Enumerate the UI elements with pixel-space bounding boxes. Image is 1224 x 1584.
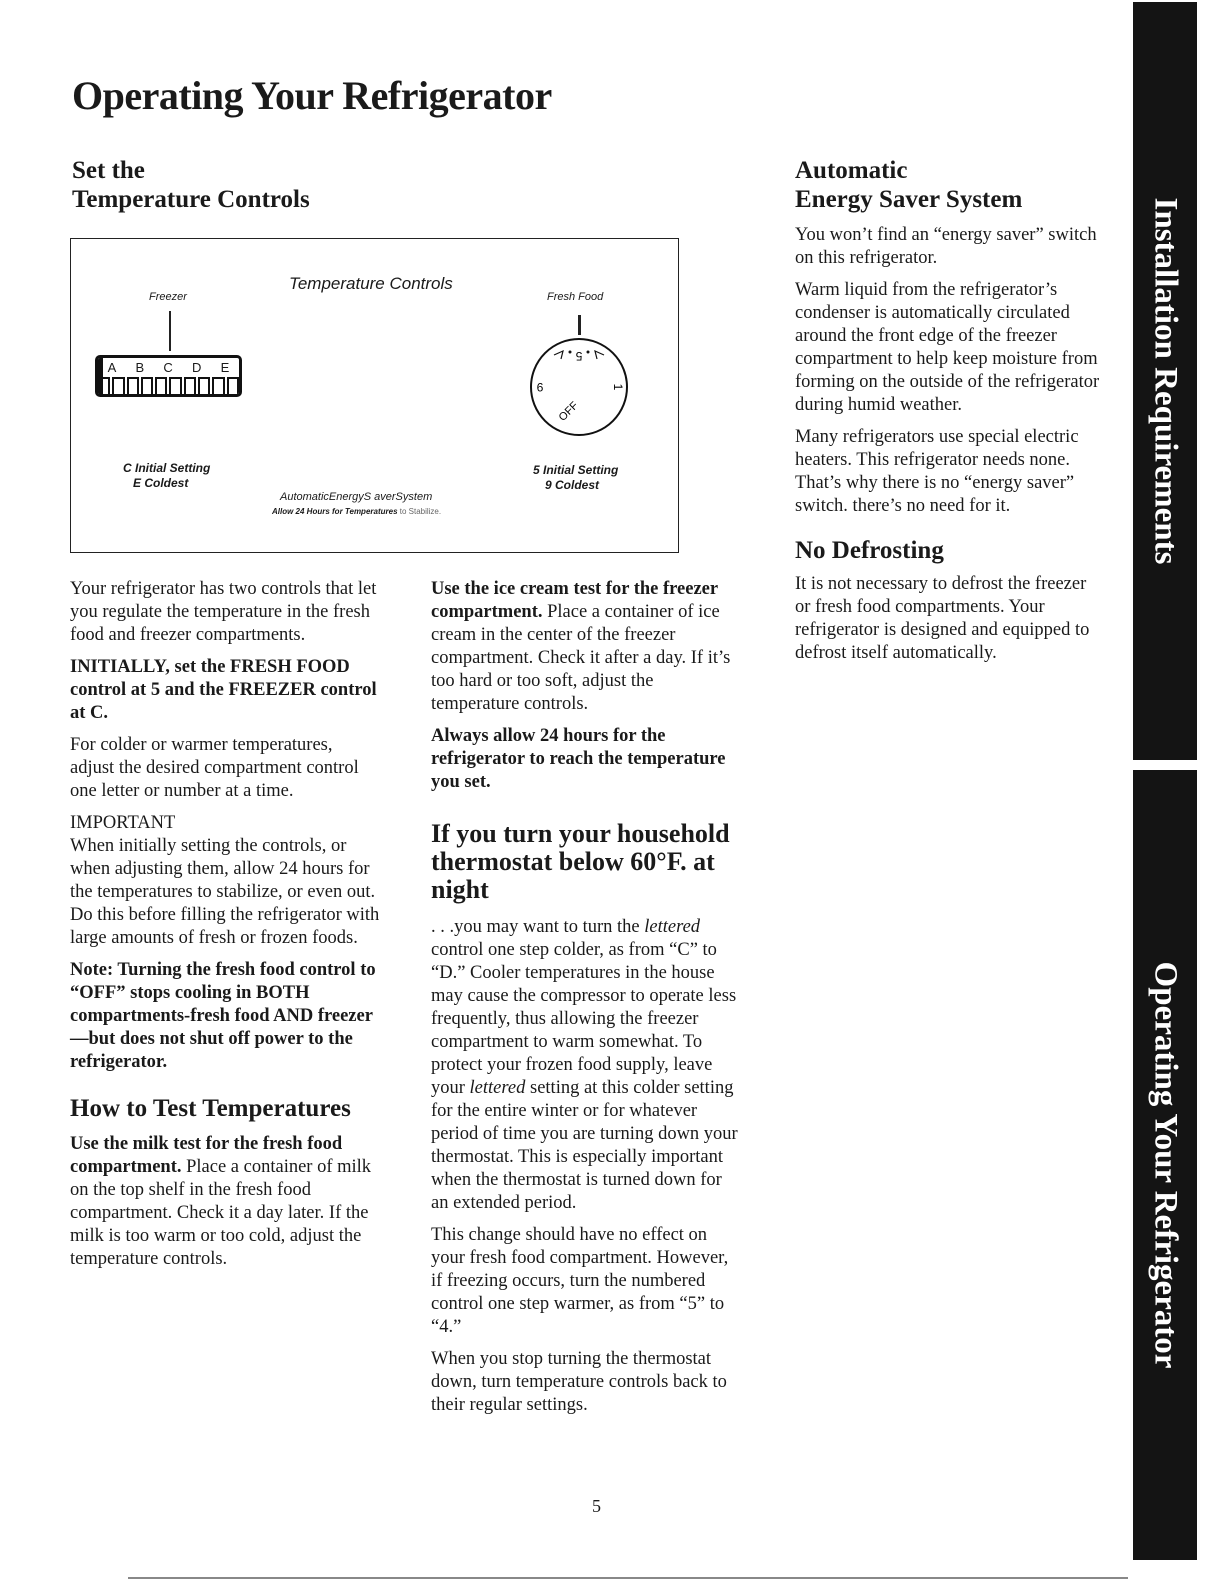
set-controls-heading-line1: Set the — [72, 157, 145, 184]
freezer-initial-setting: C Initial Setting — [123, 461, 211, 475]
test-temperatures-heading: How to Test Temperatures — [70, 1095, 351, 1122]
freezer-control-teeth — [98, 377, 239, 395]
thermostat-text-c: setting at this colder setting for the entire winter or for whatever period of time you are turning down your thermostat. This is especially important when the thermostat is turned down for an extended period. — [431, 1078, 738, 1213]
stabilize-caption — [272, 507, 441, 516]
freezer-label: Freezer — [149, 291, 187, 303]
thermostat-text-b: control one step colder, as from “C” to “D.” Cooler temperatures in the house may cause the compressor to operate less frequently, thus allowing the freezer compartment to warm somewhat. To protect your frozen food supply, leave your — [431, 940, 737, 1098]
thermostat-lettered-2: lettered — [469, 1078, 526, 1098]
no-defrosting-heading: No Defrosting — [795, 537, 944, 564]
milk-test-bold: Use the milk test for the fresh food compartment. — [70, 1134, 343, 1177]
energy-saver-p1: You won’t find an “energy saver” switch on this refrigerator. — [795, 225, 1097, 268]
page-number: 5 — [592, 1496, 601, 1516]
energy-saver-p2: Warm liquid from the refrigerator’s condenser is automatically circulated around the front edge of the freezer compartment to help keep moisture from forming on the outside of the refrigerator during humid weather. — [795, 280, 1100, 415]
freezer-control-slider — [95, 355, 242, 397]
important-body: When initially setting the controls, or when adjusting them, allow 24 hours for the temperatures to stabilize, or even out. Do this before filling the refrigerator with large amounts of fresh or frozen foods. — [70, 836, 380, 948]
freezer-letter-row — [98, 358, 239, 377]
fresh-coldest-setting: 9 Coldest — [545, 478, 600, 492]
fresh-food-label: Fresh Food — [547, 291, 604, 303]
column-3 — [795, 156, 1105, 674]
dial-number-1: 1 — [611, 383, 625, 391]
set-controls-heading-line2: Temperature Controls — [72, 186, 310, 213]
thermostat-heading: If you turn your household thermostat below 60°F. at night — [431, 819, 730, 904]
ice-cream-test-body: Place a container of ice cream in the center of the freezer compartment. Check it after a day. If it’s too hard or too soft, adjust the temperature controls. — [431, 602, 731, 714]
diagram-title: Temperature Controls — [289, 274, 453, 293]
ice-cream-test-bold: Use the ice cream test for the freezer compartment. — [431, 579, 718, 622]
milk-test-body: Place a container of milk on the top shelf in the fresh food compartment. Check it a day later. If the milk is too warm or too cold, adjust the temperature controls. — [70, 1157, 372, 1269]
important-heading: IMPORTANT — [70, 813, 176, 833]
fresh-food-setting-notes — [533, 463, 618, 493]
freezer-letter: D — [192, 360, 202, 375]
controls-intro: Your refrigerator has two controls that let you regulate the temperature in the fresh food and freezer compartments. — [70, 579, 377, 645]
stabilize-caption-rest: to Stabilize. — [399, 507, 442, 516]
freezer-letter: A — [107, 360, 117, 375]
fresh-food-dial — [524, 335, 634, 439]
page-title: Operating Your Refrigerator — [72, 73, 552, 118]
thermostat-text-a: . . .you may want to turn the — [431, 917, 640, 937]
dial-off-label: OFF — [556, 399, 581, 424]
energy-saver-p3: Many refrigerators use special electric heaters. This refrigerator needs none. That’s why there is no “energy saver” switch. there’s no need for it. — [795, 427, 1079, 516]
no-defrosting-body: It is not necessary to defrost the freezer or fresh food compartments. Your refrigerator is designed and equipped to defrost itself automatically. — [795, 574, 1090, 663]
thermostat-restore: When you stop turning the thermostat down, turn temperature controls back to their regular settings. — [431, 1349, 727, 1415]
tab-installation-requirements — [1133, 2, 1197, 760]
thermostat-fresh-food-effect: This change should have no effect on your fresh food compartment. However, if freezing occurs, turn the numbered control one step warmer, as from “5” to “4.” — [431, 1225, 729, 1337]
energy-saver-heading-line1: Automatic — [795, 157, 908, 184]
fresh-food-pointer-line — [578, 315, 581, 335]
tab-installation-requirements-label: Installation Requirements — [1147, 197, 1184, 565]
fresh-initial-setting: 5 Initial Setting — [533, 463, 619, 477]
freezer-letter: E — [220, 360, 230, 375]
tab-operating-your-refrigerator-label: Operating Your Refrigerator — [1147, 961, 1184, 1369]
freezer-pointer-line — [169, 311, 171, 351]
set-controls-heading — [72, 156, 310, 214]
freezer-letter: B — [135, 360, 145, 375]
freezer-setting-notes — [123, 461, 210, 491]
allow-24-hours-note: Always allow 24 hours for the refrigerator to reach the temperature you set. — [431, 726, 726, 792]
bottom-rule — [128, 1577, 1128, 1579]
thermostat-lettered-1: lettered — [644, 917, 701, 937]
freezer-letter: C — [163, 360, 173, 375]
energy-saver-heading-line2: Energy Saver System — [795, 186, 1023, 213]
off-note: Note: Turning the fresh food control to “OFF” stops cooling in BOTH compartments-fresh food AND freezer—but does not shut off power to the refrigerator. — [70, 960, 376, 1072]
dial-number-9: 9 — [536, 380, 544, 394]
tab-operating-your-refrigerator — [1133, 770, 1197, 1560]
temperature-controls-diagram — [70, 238, 679, 553]
stabilize-caption-bold: Allow 24 Hours for Temperatures — [272, 507, 398, 516]
column-2 — [431, 578, 741, 1426]
column-1 — [70, 578, 380, 1280]
colder-warmer-instruction: For colder or warmer temperatures, adjust the desired compartment control one letter or number at a time. — [70, 735, 359, 801]
dial-number-5: 5 — [575, 349, 583, 363]
energy-saver-caption: AutomaticEnergyS averSystem — [280, 491, 433, 503]
freezer-coldest-setting: E Coldest — [133, 476, 189, 490]
initial-setting-instruction: INITIALLY, set the FRESH FOOD control at 5 and the FREEZER control at C. — [70, 657, 377, 723]
